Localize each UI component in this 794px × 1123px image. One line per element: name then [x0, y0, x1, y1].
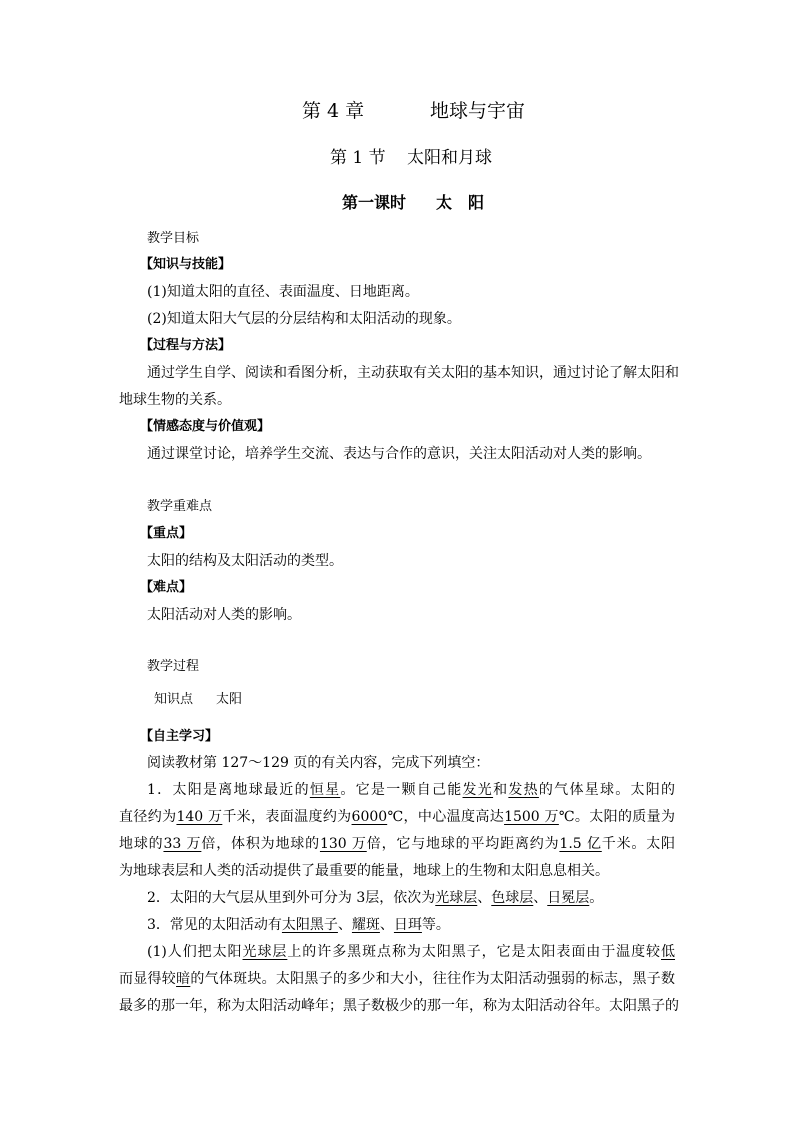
- q1-text: 直径约为: [119, 809, 177, 825]
- q1-answer-distance: 1.5 亿: [559, 836, 602, 852]
- q1-line-3: [119, 834, 675, 854]
- q1-answer-star: 恒星: [309, 782, 341, 798]
- q2-answer-photosphere: 光球层: [435, 890, 478, 906]
- lesson-number: 第一课时: [342, 193, 407, 212]
- q3-text: 、: [379, 917, 394, 933]
- process-text-line-1: 通过学生自学、阅读和看图分析，主动获取有关太阳的基本知识，通过讨论了解太阳和: [147, 365, 679, 381]
- q1-text: 1．太阳是离地球最近的: [147, 782, 310, 798]
- q3-answer-sunspot: 太阳黑子: [281, 917, 338, 933]
- difficult-heading: 【难点】: [140, 580, 193, 595]
- q3-text: 3．常见的太阳活动有: [147, 917, 282, 933]
- q1-line-2: [119, 807, 675, 827]
- section-title: 太阳和月球: [407, 148, 492, 168]
- q3-1-line-1: [147, 942, 675, 962]
- q3-text: 等。: [421, 917, 450, 933]
- q2-text: 、: [477, 890, 492, 906]
- q3-1-text: 的气体斑块。太阳黑子的多少和大小，往往作为太阳活动强弱的标志，黑子数: [190, 971, 676, 987]
- q3-1-text: (1)人们把太阳: [147, 944, 243, 960]
- knowledge-point-topic: 太阳: [216, 692, 243, 707]
- q1-text: 。它是一颗自己能: [340, 782, 463, 798]
- emotion-values-text: 通过课堂讨论，培养学生交流、表达与合作的意识，关注太阳活动对人类的影响。: [147, 446, 651, 462]
- emotion-values-heading: 【情感态度与价值观】: [140, 419, 271, 434]
- q2-answer-chromosphere: 色球层: [491, 890, 534, 906]
- key-text: 太阳的结构及太阳活动的类型。: [147, 553, 343, 569]
- lesson-title: 太 阳: [436, 193, 485, 212]
- q1-answer-mass: 33 万: [163, 836, 202, 852]
- q3-text: 、: [337, 917, 352, 933]
- q1-text: 地球的: [119, 836, 164, 852]
- q3-answer-prominence: 日珥: [393, 917, 422, 933]
- knowledge-skills-heading: 【知识与技能】: [140, 257, 232, 272]
- q1-text: ℃。太阳的质量为: [558, 809, 676, 825]
- chapter-number: 第 4 章: [302, 100, 365, 122]
- q2-line: [147, 888, 603, 908]
- q1-answer-diameter: 140 万: [176, 809, 223, 825]
- q1-text: 倍，体积为地球的: [201, 836, 320, 852]
- knowledge-item-2: (2)知道太阳大气层的分层结构和太阳活动的现象。: [147, 311, 461, 327]
- q3-1-line-3: 最多的那一年，称为太阳活动峰年；黑子数极少的那一年，称为太阳活动谷年。太阳黑子的: [119, 998, 679, 1014]
- process-heading: 教学过程: [147, 659, 200, 674]
- q1-answer-light: 发光: [462, 782, 494, 798]
- q2-text: 2．太阳的大气层从里到外可分为 3层，依次为: [147, 890, 436, 906]
- q3-1-answer-dark: 暗: [176, 971, 191, 987]
- q1-line-4: 为地球表层和人类的活动提供了最重要的能量，地球上的生物和太阳息息相关。: [119, 863, 609, 879]
- q3-1-text: 而显得较: [119, 971, 177, 987]
- q1-answer-volume: 130 万: [319, 836, 367, 852]
- q3-1-line-2: [119, 969, 675, 989]
- q1-text: 和: [493, 782, 509, 798]
- q3-1-text: 上的许多黑斑点称为太阳黑子，它是太阳表面由于温度较: [287, 944, 662, 960]
- section-number: 第 1 节: [330, 148, 386, 168]
- key-heading: 【重点】: [140, 526, 193, 541]
- q3-1-answer-low: 低: [661, 944, 676, 960]
- q1-text: ℃，中心温度高达: [387, 809, 505, 825]
- key-points-heading: 教学重难点: [147, 499, 213, 514]
- q2-text: 、: [533, 890, 548, 906]
- q3-line: [147, 915, 450, 935]
- q1-text: 千米。太阳: [601, 836, 676, 852]
- goals-heading: 教学目标: [147, 231, 200, 246]
- self-study-heading: 【自主学习】: [140, 729, 219, 744]
- chapter-title: 地球与宇宙: [430, 100, 526, 122]
- q1-text: 倍，它与地球的平均距离约为: [366, 836, 560, 852]
- self-study-intro: 阅读教材第 127～129 页的有关内容，完成下列填空：: [147, 755, 490, 771]
- q1-text: 千米，表面温度约为: [222, 809, 352, 825]
- process-methods-heading: 【过程与方法】: [140, 338, 232, 353]
- q1-line-1: [147, 780, 675, 800]
- difficult-text: 太阳活动对人类的影响。: [147, 607, 301, 623]
- knowledge-item-1: (1)知道太阳的直径、表面温度、日地距离。: [147, 284, 419, 300]
- q1-answer-core-temp: 1500 万: [504, 809, 559, 825]
- process-text-line-2: 地球生物的关系。: [119, 392, 231, 408]
- knowledge-point-label: 知识点: [154, 692, 194, 707]
- q1-text: 的气体星球。太阳的: [538, 782, 676, 798]
- q3-answer-flare: 耀斑: [351, 917, 380, 933]
- q1-answer-surface-temp: 6000: [351, 809, 388, 825]
- q2-text: 。: [589, 890, 604, 906]
- q3-1-answer-layer: 光球层: [242, 944, 288, 960]
- q1-answer-heat: 发热: [508, 782, 539, 798]
- q2-answer-corona: 日冕层: [547, 890, 590, 906]
